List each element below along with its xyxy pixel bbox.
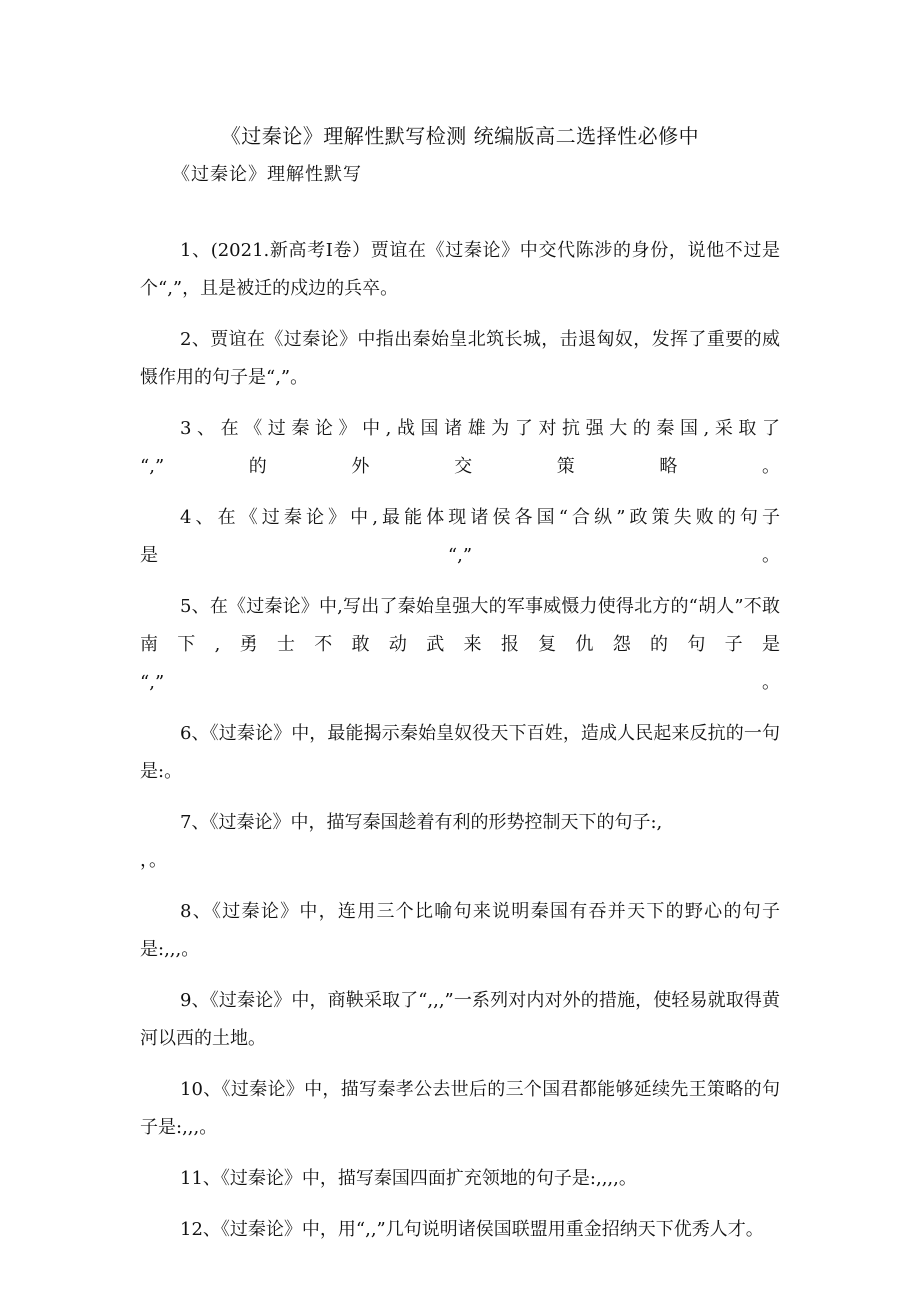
blank-comma: , <box>149 672 155 693</box>
question-4 <box>140 499 780 575</box>
answer-blank-line <box>140 664 780 702</box>
blank-comma: , <box>457 545 463 566</box>
question-text: 10、《过秦论》中，描写秦孝公去世后的三个国君都能够延续先王策略的句子是:,,,。 <box>140 1079 780 1138</box>
question-5 <box>140 588 780 702</box>
document-subtitle: 《过秦论》理解性默写 <box>172 164 362 185</box>
question-text: 6、《过秦论》中，最能揭示秦始皇奴役天下百姓，造成人民起来反抗的一句是:。 <box>140 723 780 782</box>
open-quote: 是“ <box>140 545 458 566</box>
question-8 <box>140 893 780 969</box>
close-quote-text: ”。 <box>462 545 781 566</box>
open-quote: “ <box>140 456 150 477</box>
page-title: 《过秦论》理解性默写检测 统编版高二选择性必修中 <box>220 124 700 148</box>
question-list <box>140 232 780 1262</box>
question-text: 8、《过秦论》中，连用三个比喻句来说明秦国有吞并天下的野心的句子是:,,,。 <box>140 901 780 960</box>
question-text: 4、在《过秦论》中,最能体现诸侯各国“合纵”政策失败的句子 <box>180 507 780 528</box>
question-3 <box>140 410 780 486</box>
question-text: 12、《过秦论》中，用“,,”几句说明诸侯国联盟用重金招纳天下优秀人才。 <box>180 1219 764 1240</box>
question-7 <box>140 804 780 880</box>
question-text: 11、《过秦论》中，描写秦国四面扩充领地的句子是:,,,,。 <box>180 1168 637 1189</box>
blank-comma: , <box>149 456 155 477</box>
answer-blank-line <box>140 537 780 575</box>
question-text: 1、(2021.新高考Ⅰ卷）贾谊在《过秦论》中交代陈涉的身份，说他不过是个“,”，且是被迁的戍边的兵卒。 <box>140 240 780 299</box>
question-continuation: ，。 <box>140 850 167 871</box>
question-10 <box>140 1071 780 1147</box>
question-6 <box>140 715 780 791</box>
answer-blank-line <box>140 448 780 486</box>
question-text: 3、在《过秦论》中,战国诸雄为了对抗强大的秦国,采取了 <box>180 418 780 439</box>
question-text: 9、《过秦论》中，商鞅采取了“,,,”一系列对内对外的措施，使轻易就取得黄河以西的土地。 <box>140 990 780 1049</box>
question-1 <box>140 232 780 308</box>
close-quote-text: ”。 <box>154 672 780 693</box>
question-12 <box>140 1211 780 1249</box>
question-text: 2、贾谊在《过秦论》中指出秦始皇北筑长城，击退匈奴，发挥了重要的威慑作用的句子是“,”。 <box>140 329 780 388</box>
question-2 <box>140 321 780 397</box>
question-text: 5、在《过秦论》中,写出了秦始皇强大的军事威慑力使得北方的“胡人”不敢南下,勇士不敢动武来报复仇怨的句子是 <box>140 596 780 655</box>
question-11 <box>140 1160 780 1198</box>
close-quote-text: ”的外交策略。 <box>154 456 780 477</box>
open-quote: “ <box>140 672 150 693</box>
question-text: 7、《过秦论》中，描写秦国趁着有利的形势控制天下的句子:, <box>180 812 663 833</box>
question-9 <box>140 982 780 1058</box>
